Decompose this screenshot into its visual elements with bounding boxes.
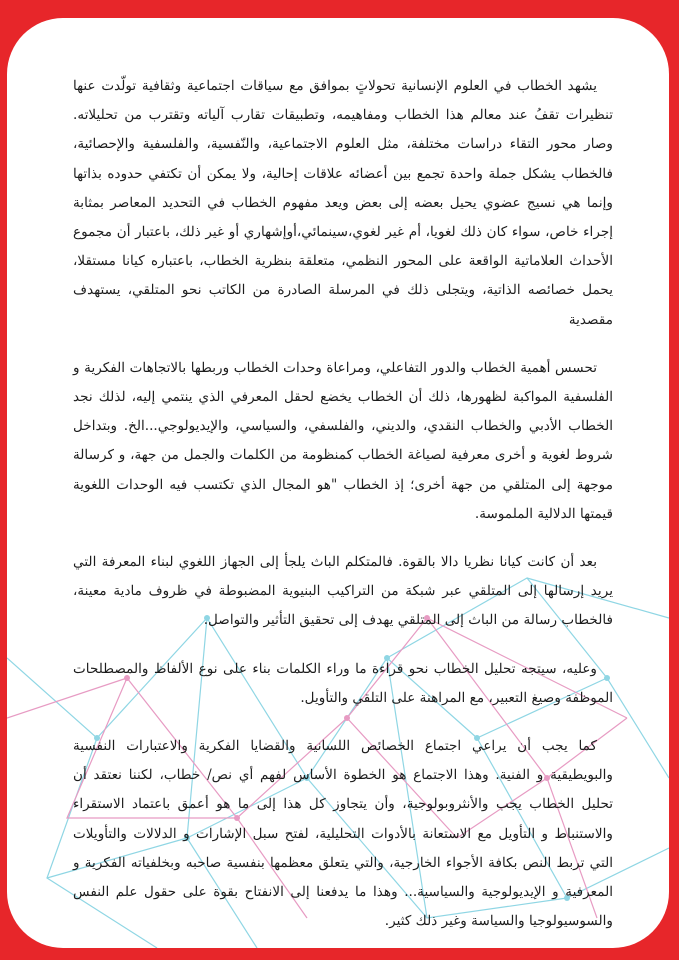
paragraph-2: تحسس أهمية الخطاب والدور التفاعلي، ومراعاة وحدات الخطاب وربطها بالاتجاهات الفكرية و الفلسفية المواكبة لظهورها، ذلك أن الخطاب يخضع لحقل المعرفي الذي ينتمي إليه، لذلك نجد الخطاب الأدبي والخطاب النقدي، والديني، والفلسفي، والسياسي، والإيديولوجي...الخ. وبتداخل شروط لغوية و أخرى معرفية لصياغة الخطاب كمنظومة من الكلمات والجمل من جهة، و كرسالة موجهة إلى المتلقي من جهة أخرى؛ إذ الخطاب "هو المجال الذي تكتسب فيه الوحدات اللغوية قيمتها الدلالية الملموسة. (73, 359, 613, 522)
paragraph-3: بعد أن كانت كيانا نظريا دالا بالقوة. فالمتكلم الباث يلجأ إلى الجهاز اللغوي لبناء المعرفة التي يريد إرسالها إلى المتلقي عبر شبكة من التراكيب البنيوية المضبوطة في ظروف مادية معينة، فالخطاب رسالة من الباث إلى المتلقي يهدف إلى تحقيق التأثير والتواصل. (73, 554, 613, 629)
paragraph-4: وعليه، سيتجه تحليل الخطاب نحو قراءة ما وراء الكلمات بناء على نوع الألفاظ والمصطلحات الموظفة وصيغ التعبير، مع المراهنة على التلقي والتأويل. (73, 660, 613, 706)
document-page (7, 18, 669, 948)
paragraph-5: كما يجب أن يراعي اجتماع الخصائص اللسانية والقضايا الفكرية والاعتبارات النفسية والبويطيقية و الفنية. وهذا الاجتماع هو الخطوة الأساس لفهم أي نص/ خطاب، لكننا نعتقد أن تحليل الخطاب يجب والأنثروبولوجية، وأن يتجاوز كل هذا إلى ما هو أعمق باعتماد الاستقراء والاستنباط و التأويل مع الاستعانة بالأدوات التحليلية، لفتح سبل الإشارات و الدلالات والتأويلات التي تربط النص بكافة الأجواء الخارجية، والتي يتعلق معظمها بنفسية صاحبه وبخلفياته الفكرية و المعرفية و الإيديولوجية والسياسية... وهذا ما يدفعنا إلى الانفتاح بقوة على حقول علم النفس والسوسيولوجيا والسياسة وغير ذلك كثير. (73, 738, 613, 930)
article-body (73, 72, 613, 948)
paragraph-1: يشهد الخطاب في العلوم الإنسانية تحولاتٍ بموافق مع سياقات اجتماعية وثقافية تولّدت عنها تنظيرات تقفُ عند معالم هذا الخطاب ومفاهيمه، وتطبيقات تقارب آلياته وتقترب من تحليلاته. وصار محور التقاء دراسات مختلفة، مثل العلوم الاجتماعية، والنّفسية، والفلسفية والإحصائية، فالخطاب يشكل جملة واحدة تجمع بين أعضائه علاقات إحالية، ولا يمكن أن تكتفي حدوده بذاتها وإنما هي نسيج عضوي يحيل بعضه إلى بعض ويعد مفهوم الخطاب في التحديد المعاصر بمثابة إجراء خاص، سواء كان ذلك لغويا، أم غير لغوي،سينمائي،أوإشهاري أو غير ذلك، باعتبار أن مجموع الأحداث العلاماتية الواقعة على المحور النظمي، متعلقة بنظرية الخطاب، باعتباره كيانا مستقلا، يحمل خصائصه الذاتية، ويتجلى ذلك في المرسلة الصادرة من الكاتب نحو المتلقي، يستهدف مقصدية (73, 78, 613, 328)
